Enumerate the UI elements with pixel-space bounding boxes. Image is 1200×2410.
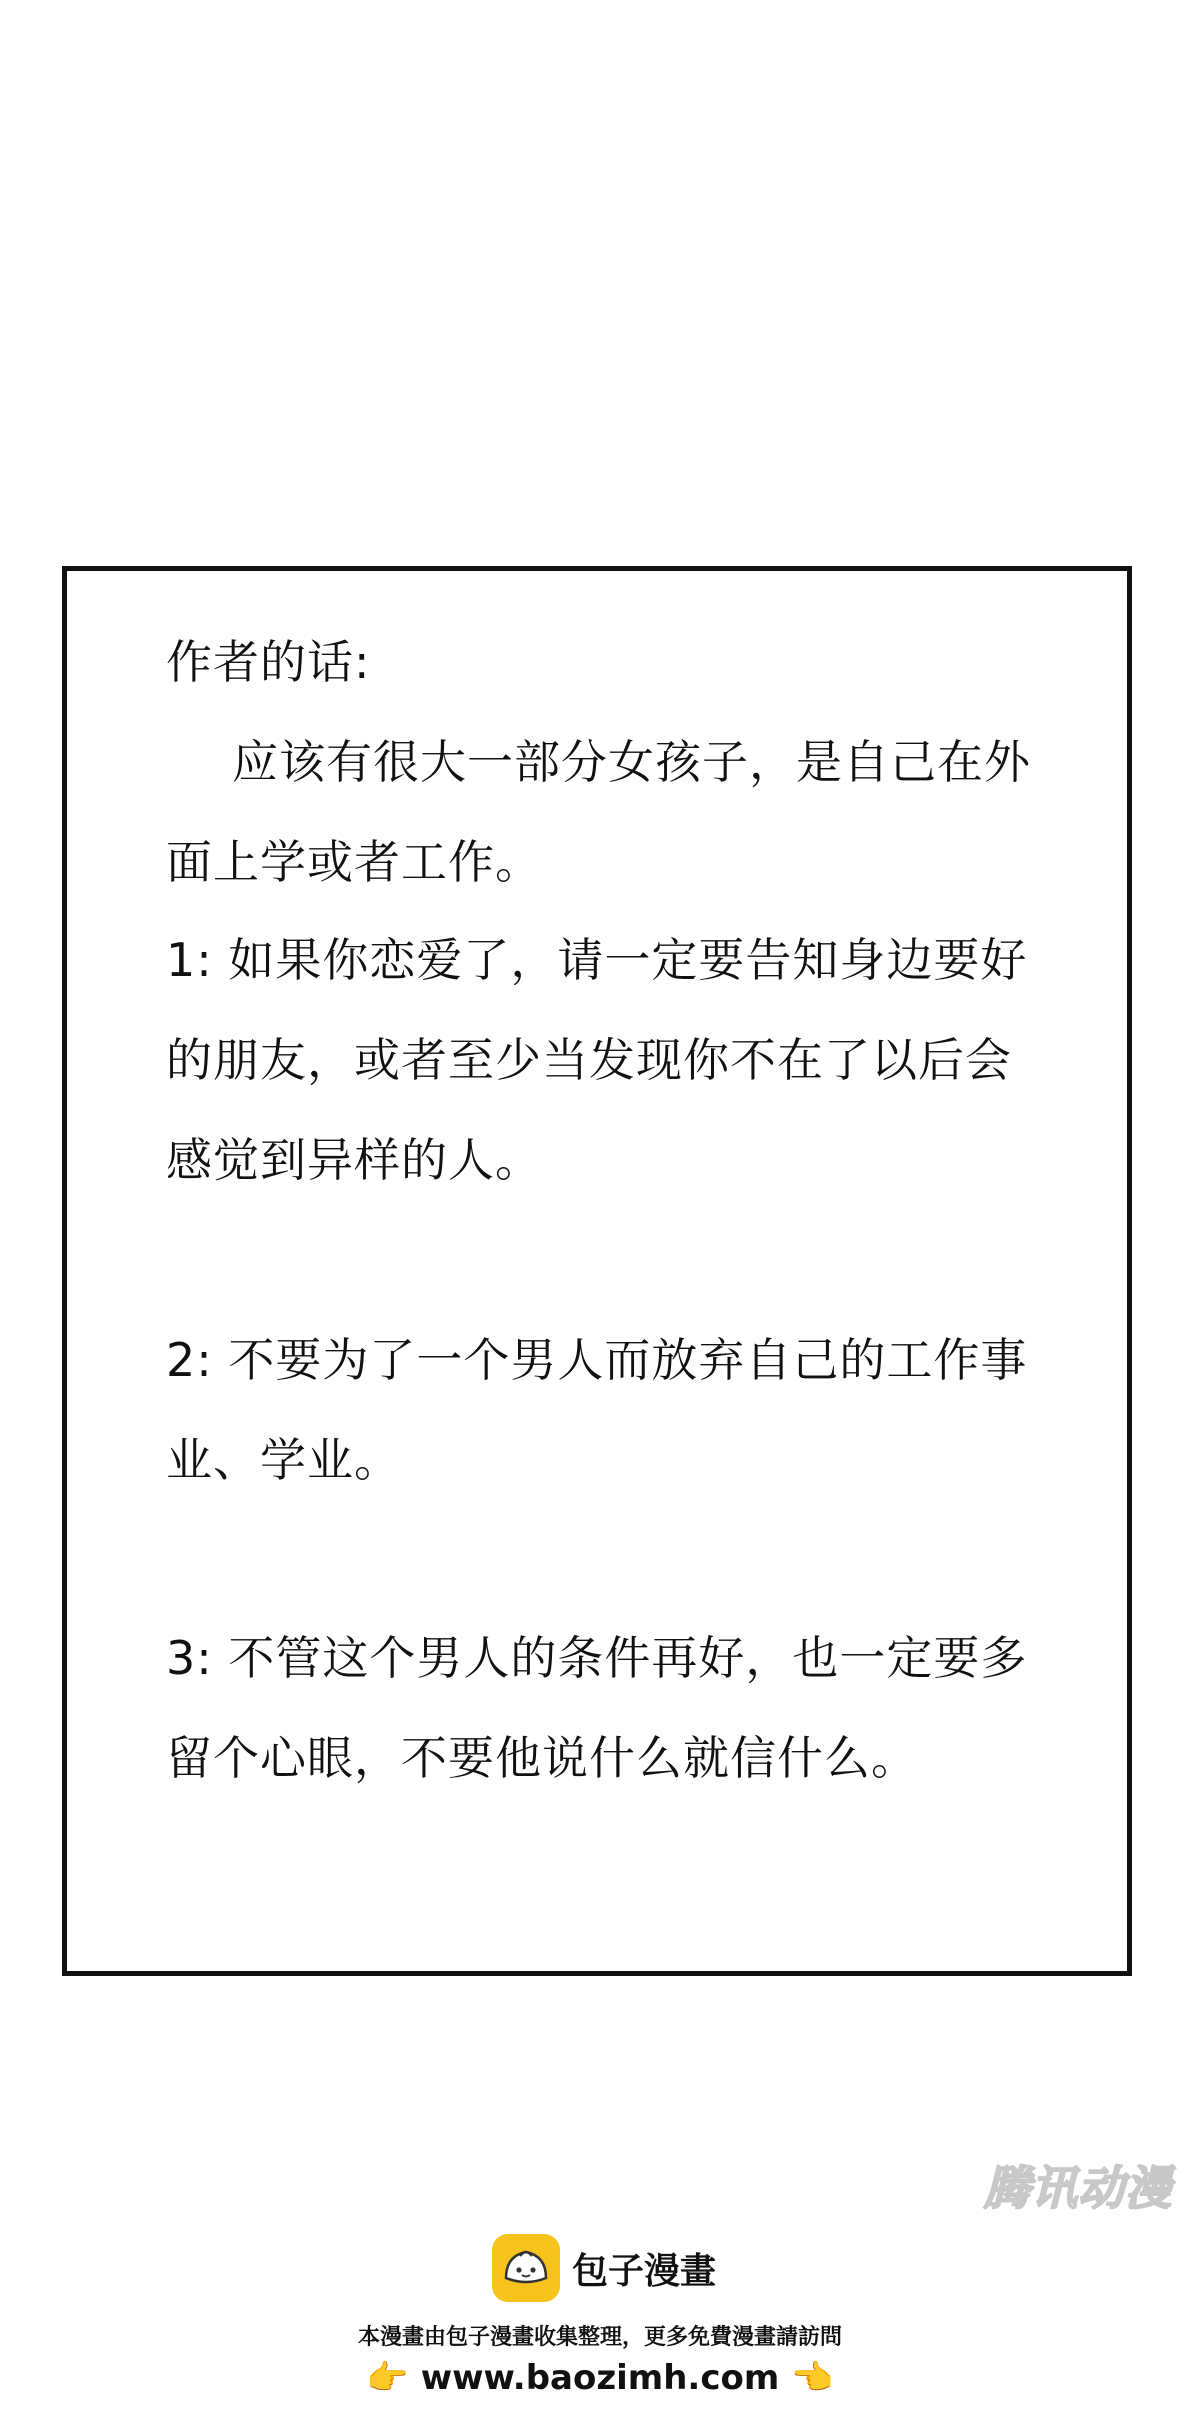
note-item-1-line: 1: 如果你恋爱了，请一定要告知身边要好	[166, 933, 1028, 987]
pointing-right-hand-icon: 👉	[366, 2358, 409, 2398]
site-url-link[interactable]: www.baozimh.com	[420, 2358, 780, 2398]
tencent-comic-watermark: 腾讯动漫	[984, 2161, 1172, 2215]
note-item-1-line: 的朋友，或者至少当发现你不在了以后会	[166, 1033, 1012, 1087]
note-item-2-line: 业、学业。	[166, 1433, 401, 1487]
brand-name: 包子漫畫	[572, 2250, 717, 2292]
footer-tagline: 本漫畫由包子漫畫收集整理，更多免費漫畫請訪問	[357, 2325, 842, 2350]
note-item-1-line: 感觉到异样的人。	[166, 1133, 542, 1187]
note-item-3-line: 3: 不管这个男人的条件再好，也一定要多	[166, 1631, 1028, 1685]
site-footer	[0, 2232, 1200, 2402]
note-item-3-line: 留个心眼，不要他说什么就信什么。	[166, 1731, 918, 1785]
bun-logo-icon	[492, 2234, 560, 2302]
footer-url-row[interactable]	[0, 2358, 1200, 2398]
note-paragraph-line: 应该有很大一部分女孩子，是自己在外	[232, 735, 1031, 789]
note-item-2-line: 2: 不要为了一个男人而放弃自己的工作事	[166, 1333, 1028, 1387]
pointing-left-hand-icon: 👈	[791, 2358, 834, 2398]
brand-row[interactable]	[492, 2232, 716, 2304]
note-paragraph-line: 面上学或者工作。	[166, 835, 542, 889]
note-title: 作者的话:	[166, 635, 371, 689]
